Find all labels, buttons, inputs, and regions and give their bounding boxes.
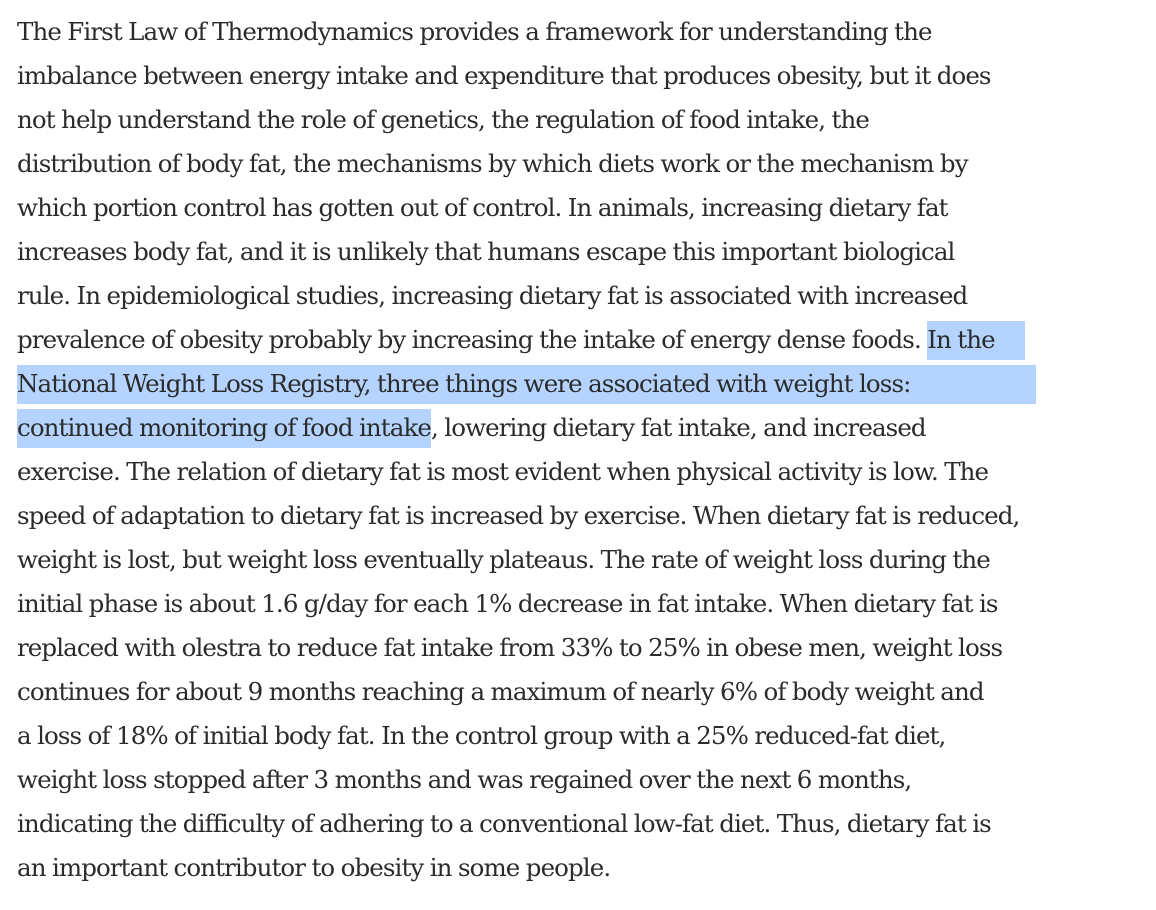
text-line: speed of adaptation to dietary fat is increased by exercise. When dietary fat is reduced, xyxy=(17,501,1020,530)
text-line: continues for about 9 months reaching a maximum of nearly 6% of body weight and xyxy=(17,677,984,706)
text-line: weight is lost, but weight loss eventually plateaus. The rate of weight loss during the xyxy=(17,545,990,574)
text-line: a loss of 18% of initial body fat. In the control group with a 25% reduced-fat diet, xyxy=(17,721,946,750)
document-body xyxy=(17,10,1142,890)
text-selection-highlight[interactable]: continued monitoring of food intake xyxy=(17,409,431,448)
text-line xyxy=(17,406,1142,450)
text-line xyxy=(17,362,1142,406)
text-line: initial phase is about 1.6 g/day for each 1% decrease in fat intake. When dietary fat is xyxy=(17,589,998,618)
text-line: weight loss stopped after 3 months and was regained over the next 6 months, xyxy=(17,765,912,794)
text-line: indicating the difficulty of adhering to a conventional low-fat diet. Thus, dietary fat is xyxy=(17,809,991,838)
text-line: exercise. The relation of dietary fat is most evident when physical activity is low. The xyxy=(17,457,989,486)
text-line: rule. In epidemiological studies, increasing dietary fat is associated with increased xyxy=(17,281,968,310)
text-line: imbalance between energy intake and expenditure that produces obesity, but it does xyxy=(17,61,991,90)
text-line: increases body fat, and it is unlikely that humans escape this important biological xyxy=(17,237,955,266)
text-segment: prevalence of obesity probably by increasing the intake of energy dense foods. xyxy=(17,325,928,354)
text-segment: , lowering dietary fat intake, and increased xyxy=(431,413,926,442)
text-line: distribution of body fat, the mechanisms by which diets work or the mechanism by xyxy=(17,149,968,178)
text-line: an important contributor to obesity in some people. xyxy=(17,853,611,882)
text-line: replaced with olestra to reduce fat intake from 33% to 25% in obese men, weight loss xyxy=(17,633,1003,662)
text-selection-highlight[interactable]: National Weight Loss Registry, three things were associated with weight loss: xyxy=(17,365,1036,404)
text-line: not help understand the role of genetics, the regulation of food intake, the xyxy=(17,105,869,134)
body-paragraph[interactable] xyxy=(17,10,1142,890)
text-line: The First Law of Thermodynamics provides a framework for understanding the xyxy=(17,17,932,46)
text-line xyxy=(17,318,1142,362)
text-selection-highlight[interactable]: In the xyxy=(927,321,1024,360)
text-line: which portion control has gotten out of control. In animals, increasing dietary fat xyxy=(17,193,948,222)
